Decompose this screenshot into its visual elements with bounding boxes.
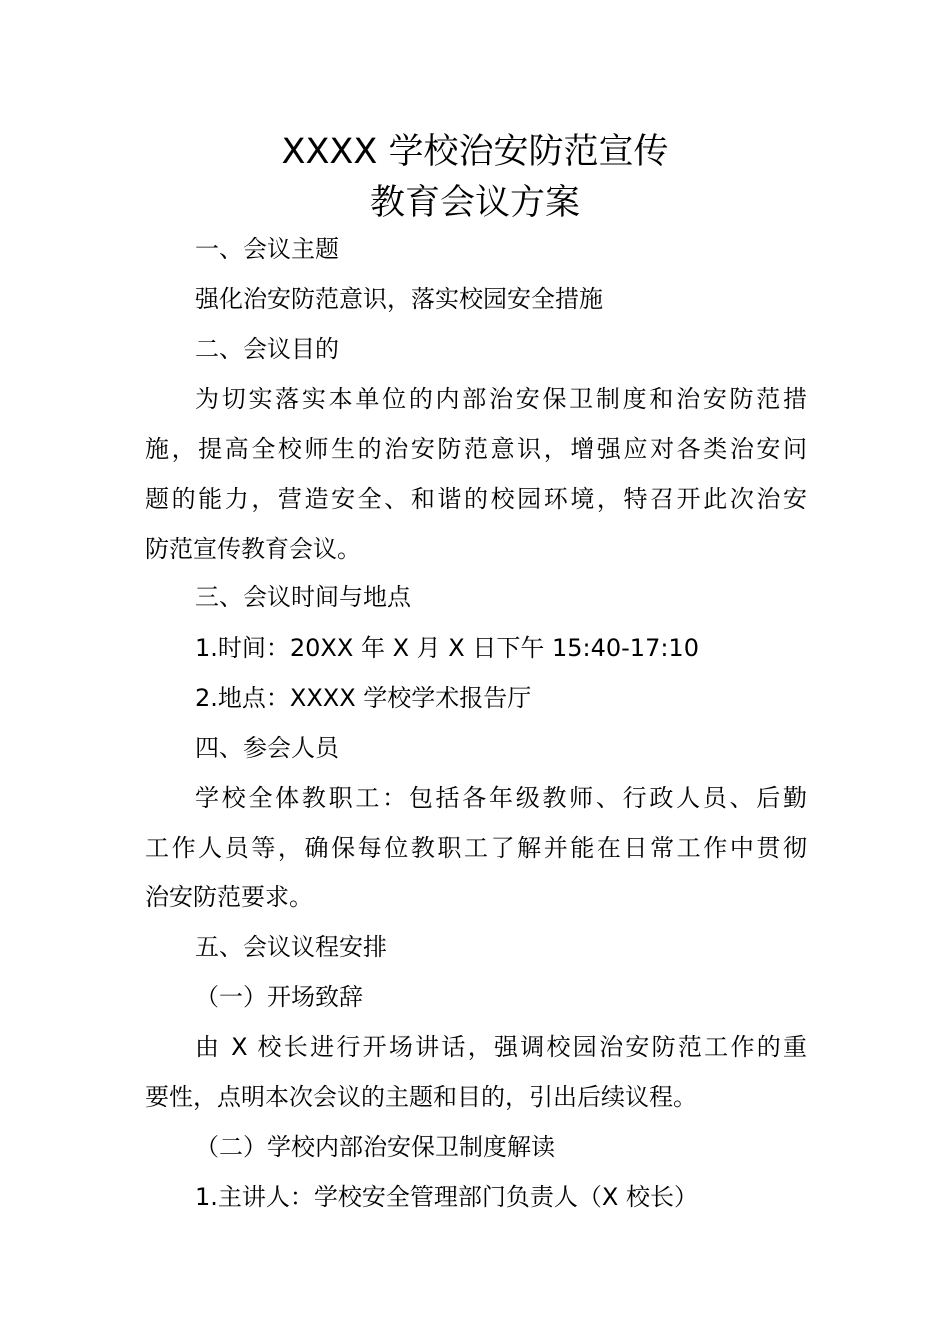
document-title-line-1: XXXX 学校治安防范宣传 (281, 132, 669, 172)
section-heading-time-place: 三、会议时间与地点 (195, 583, 411, 611)
paragraph-line: 题的能力，营造安全、和谐的校园环境，特召开此次治安 (145, 485, 807, 513)
paragraph-line: 2.地点：XXXX 学校学术报告厅 (195, 684, 532, 712)
paragraph-line: 由 X 校长进行开场讲话，强调校园治安防范工作的重 (195, 1033, 807, 1061)
paragraph-line: 学校全体教职工：包括各年级教师、行政人员、后勤 (195, 784, 807, 812)
paragraph-line: 要性，点明本次会议的主题和目的，引出后续议程。 (145, 1083, 697, 1111)
section-heading-purpose: 二、会议目的 (195, 335, 339, 363)
paragraph-line: 治安防范要求。 (145, 883, 313, 911)
paragraph-line: 防范宣传教育会议。 (145, 535, 361, 563)
document-title-line-2: 教育会议方案 (369, 183, 580, 223)
paragraph-line: 1.时间：20XX 年 X 月 X 日下午 15:40-17:10 (195, 634, 699, 662)
subsection-heading: （一）开场致辞 (195, 983, 363, 1011)
paragraph-line: 施，提高全校师生的治安防范意识，增强应对各类治安问 (145, 435, 807, 463)
paragraph-line: 为切实落实本单位的内部治安保卫制度和治安防范措 (195, 385, 807, 413)
paragraph-line: 1.主讲人：学校安全管理部门负责人（X 校长） (195, 1183, 698, 1211)
section-heading-attendees: 四、参会人员 (195, 734, 339, 762)
section-heading-agenda: 五、会议议程安排 (195, 933, 387, 961)
subsection-heading: （二）学校内部治安保卫制度解读 (195, 1133, 555, 1161)
paragraph-line: 工作人员等，确保每位教职工了解并能在日常工作中贯彻 (145, 834, 807, 862)
paragraph-line: 强化治安防范意识，落实校园安全措施 (195, 285, 603, 313)
section-heading-theme: 一、会议主题 (195, 235, 339, 263)
